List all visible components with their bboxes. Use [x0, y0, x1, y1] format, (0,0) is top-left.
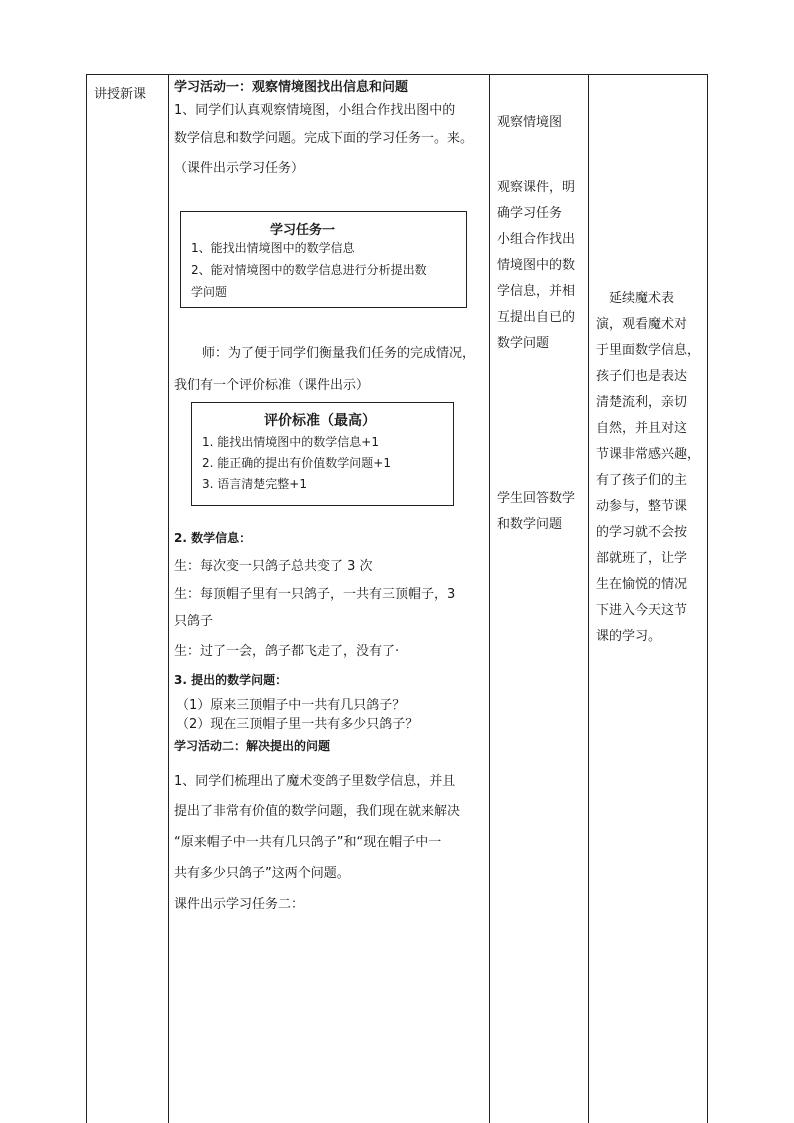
- table-divider-2: [489, 74, 490, 1123]
- student-activity-line: 确学习任务: [497, 206, 563, 221]
- task1-box: [180, 211, 467, 308]
- student-activity-line: 小组合作找出: [497, 232, 576, 247]
- student-activity-3: [497, 486, 585, 538]
- student-activity-line: 和数学问题: [497, 517, 563, 532]
- criteria-item2: 2. 能正确的提出有价值数学问题+1: [202, 456, 391, 470]
- question-1: （1）原来三顶帽子中一共有几只鸽子？: [176, 698, 406, 713]
- student-activity-line: 互提出自已的: [497, 310, 576, 325]
- math-info-s2-line2: 只鸽子: [174, 614, 214, 629]
- math-info-heading: 2. 数学信息：: [174, 531, 252, 545]
- intent-line: 孩子们也是表达: [596, 369, 688, 384]
- activity2-heading: 学习活动二：解决提出的问题: [174, 739, 331, 753]
- criteria-box: [191, 402, 454, 506]
- activity1-p1-line1: 1、同学们认真观察情境图，小组合作找出图中的: [174, 103, 456, 118]
- intent-line: 有了孩子们的主: [596, 473, 688, 488]
- intent-line: 部就班了，让学: [596, 551, 688, 566]
- table-divider-1: [168, 74, 169, 1123]
- intent-line: 生在愉悦的情况: [596, 577, 688, 592]
- intent-line: 演，观看魔术对: [596, 317, 688, 332]
- math-info-s1: 生：每次变一只鸽子总共变了 3 次: [174, 559, 373, 574]
- activity1-heading: 学习活动一：观察情境图找出信息和问题: [174, 80, 409, 95]
- math-info-s2-line1: 生：每顶帽子里有一只鸽子，一共有三顶帽子，3: [174, 587, 456, 602]
- teacher-line2: 我们有一个评价标准（课件出示）: [174, 378, 370, 393]
- intent-line: 课的学习。: [596, 629, 662, 644]
- design-intent: [596, 286, 704, 650]
- teaching-content: [174, 78, 484, 184]
- question-2: （2）现在三顶帽子里一共有多少只鸽子？: [176, 717, 419, 732]
- criteria-item1: 1. 能找出情境图中的数学信息+1: [202, 435, 379, 449]
- activity1-p1-line3: （课件出示学习任务）: [174, 161, 305, 176]
- task1-item2-line1: 2、能对情境图中的数学信息进行分析提出数: [191, 263, 427, 277]
- task1-item1: 1、能找出情境图中的数学信息: [191, 241, 355, 255]
- activity1-p1-line2: 数学信息和数学问题。完成下面的学习任务一。来。: [174, 131, 474, 146]
- table-divider-3: [588, 74, 589, 1123]
- intent-line: 下进入今天这节: [596, 603, 688, 618]
- intent-line: 延续魔术表: [596, 291, 675, 306]
- student-activity-2: [497, 175, 585, 357]
- intent-line: 节课非常感兴趣，: [596, 447, 701, 462]
- intent-line: 动参与，整节课: [596, 499, 688, 514]
- intent-line: 的学习就不会按: [596, 525, 688, 540]
- student-activity-line: 学生回答数学: [497, 491, 576, 506]
- table-top-border: [86, 74, 707, 75]
- activity2-line4: 共有多少只鸽子”这两个问题。: [174, 866, 350, 881]
- activity2-line2: 提出了非常有价值的数学问题，我们现在就来解决: [174, 804, 461, 819]
- table-border-left: [86, 74, 87, 1123]
- student-activity-line: 情境图中的数: [497, 258, 576, 273]
- student-activity-line: 观察课件，明: [497, 180, 576, 195]
- intent-line: 于里面数学信息，: [596, 343, 701, 358]
- section-label: 讲授新课: [94, 87, 147, 102]
- student-activity-line: 数学问题: [497, 336, 550, 351]
- student-activity-line: 学信息，并相: [497, 284, 576, 299]
- task1-item2-line2: 学问题: [191, 285, 228, 299]
- activity2-line3: “原来帽子中一共有几只鸽子”和“现在帽子中一: [174, 835, 442, 850]
- math-info-s3: 生：过了一会，鸽子都飞走了，没有了·: [174, 644, 400, 659]
- teacher-line1: 师：为了便于同学们衡量我们任务的完成情况，: [202, 346, 476, 361]
- activity2-line1: 1、同学们梳理出了魔术变鸽子里数学信息，并且: [174, 774, 456, 789]
- task1-title: 学习任务一: [270, 223, 336, 238]
- activity2-line5: 课件出示学习任务二：: [174, 897, 305, 912]
- intent-line: 清楚流利，亲切: [596, 395, 688, 410]
- student-activity-1: 观察情境图: [497, 115, 563, 130]
- criteria-title: 评价标准（最高）: [264, 413, 376, 429]
- intent-line: 自然，并且对这: [596, 421, 688, 436]
- questions-heading: 3. 提出的数学问题：: [174, 673, 288, 687]
- criteria-item3: 3. 语言清楚完整+1: [202, 477, 307, 491]
- table-border-right: [707, 74, 708, 1123]
